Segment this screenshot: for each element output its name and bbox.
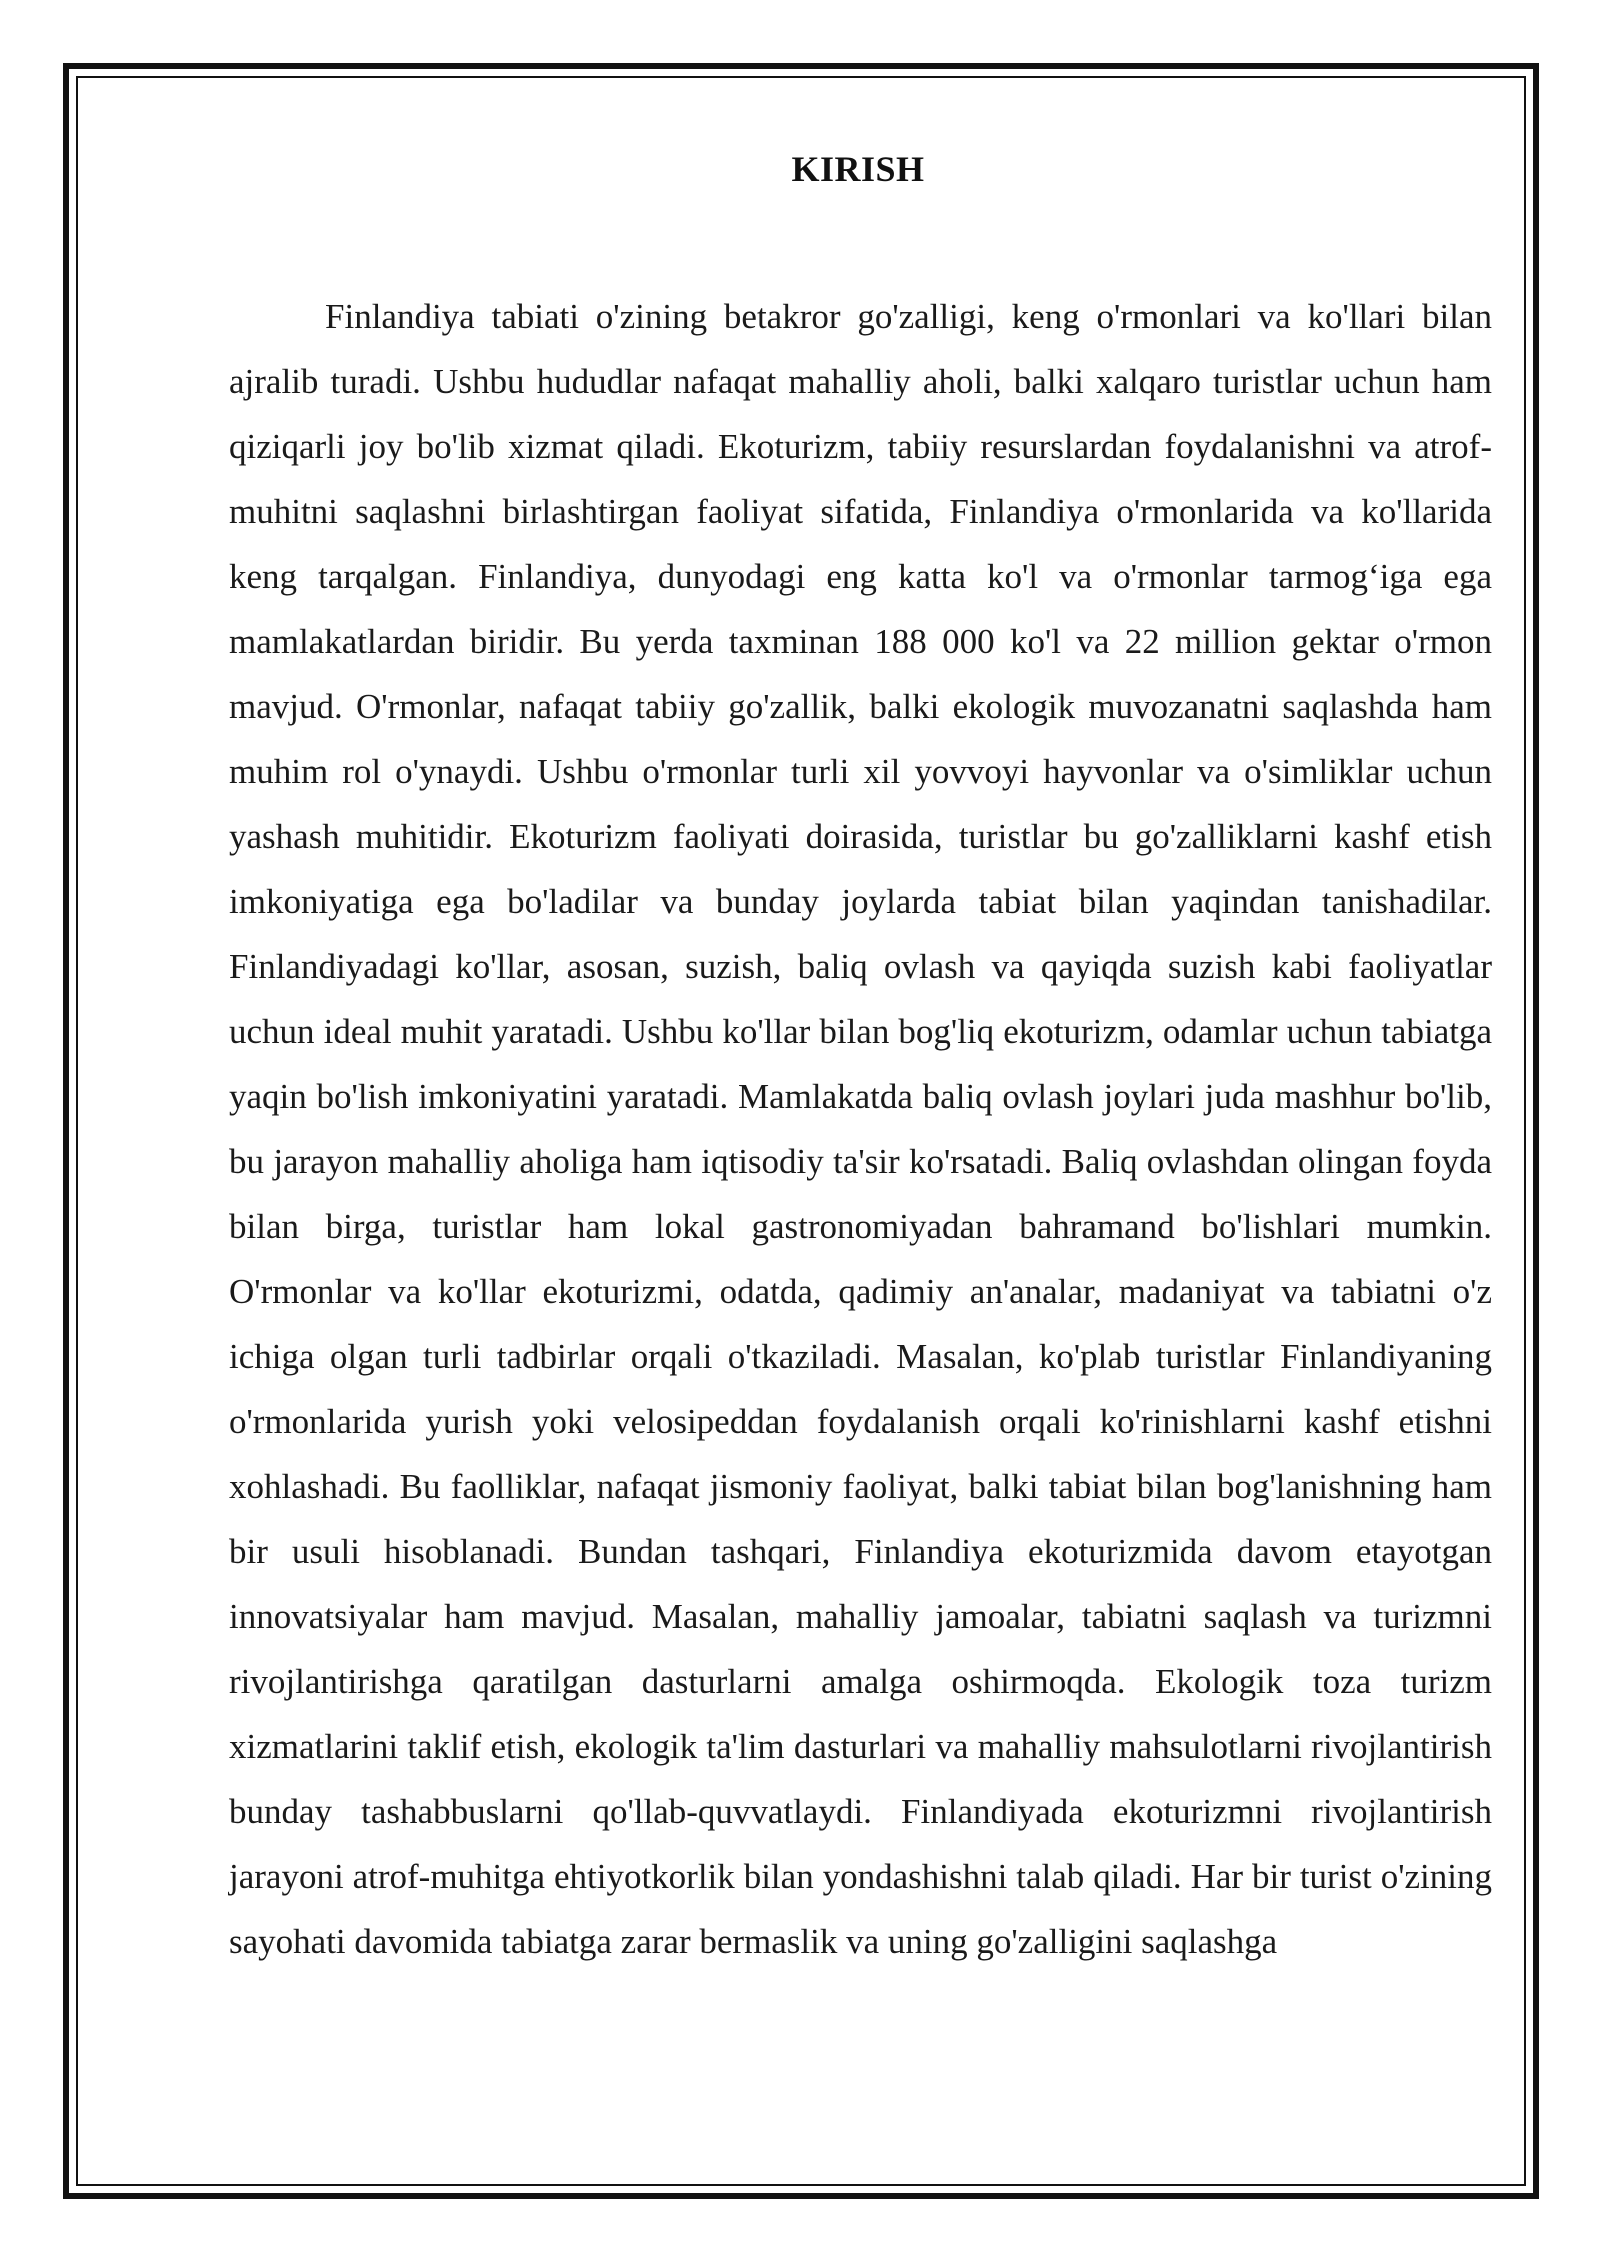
- section-heading: KIRISH: [791, 149, 925, 189]
- body-paragraph: Finlandiya tabiati o'zining betakror go'zalligi, keng o'rmonlari va ko'llari bilan ajralib turadi. Ushbu hududlar nafaqat mahalliy aholi, balki xalqaro turistlar uchun ham qiziqarli joy bo'lib xizmat qiladi. Ekoturizm, tabiiy resurslardan foydalanishni va atrof-muhitni saqlashni birlashtirgan faoliyat sifatida, Finlandiya o'rmonlarida va ko'llarida keng tarqalgan. Finlandiya, dunyodagi eng katta ko'l va o'rmonlar tarmog‘iga ega mamlakatlardan biridir. Bu yerda taxminan 188 000 ko'l va 22 million gektar o'rmon mavjud. O'rmonlar, nafaqat tabiiy go'zallik, balki ekologik muvozanatni saqlashda ham muhim rol o'ynaydi. Ushbu o'rmonlar turli xil yovvoyi hayvonlar va o'simliklar uchun yashash muhitidir. Ekoturizm faoliyati doirasida, turistlar bu go'zalliklarni kashf etish imkoniyatiga ega bo'ladilar va bunday joylarda tabiat bilan yaqindan tanishadilar. Finlandiyadagi ko'llar, asosan, suzish, baliq ovlash va qayiqda suzish kabi faoliyatlar uchun ideal muhit yaratadi. Ushbu ko'llar bilan bog'liq ekoturizm, odamlar uchun tabiatga yaqin bo'lish imkoniyatini yaratadi. Mamlakatda baliq ovlash joylari juda mashhur bo'lib, bu jarayon mahalliy aholiga ham iqtisodiy ta'sir ko'rsatadi. Baliq ovlashdan olingan foyda bilan birga, turistlar ham lokal gastronomiyadan bahramand bo'lishlari mumkin. O'rmonlar va ko'llar ekoturizmi, odatda, qadimiy an'analar, madaniyat va tabiatni o'z ichiga olgan turli tadbirlar orqali o'tkaziladi. Masalan, ko'plab turistlar Finlandiyaning o'rmonlarida yurish yoki velosipeddan foydalanish orqali ko'rinishlarni kashf etishni xohlashadi. Bu faolliklar, nafaqat jismoniy faoliyat, balki tabiat bilan bog'lanishning ham bir usuli hisoblanadi. Bundan tashqari, Finlandiya ekoturizmida davom etayotgan innovatsiyalar ham mavjud. Masalan, mahalliy jamoalar, tabiatni saqlash va turizmni rivojlantirishga qaratilgan dasturlarni amalga oshirmoqda. Ekologik toza turizm xizmatlarini taklif etish, ekologik ta'lim dasturlari va mahalliy mahsulotlarni rivojlantirish bunday tashabbuslarni qo'llab-quvvatlaydi. Finlandiyada ekoturizmni rivojlantirish jarayoni atrof-muhitga ehtiyotkorlik bilan yondashishni talab qiladi. Har bir turist o'zining sayohati davomida tabiatga zarar bermaslik va uning go'zalligini saqlashga: [229, 297, 1492, 1961]
